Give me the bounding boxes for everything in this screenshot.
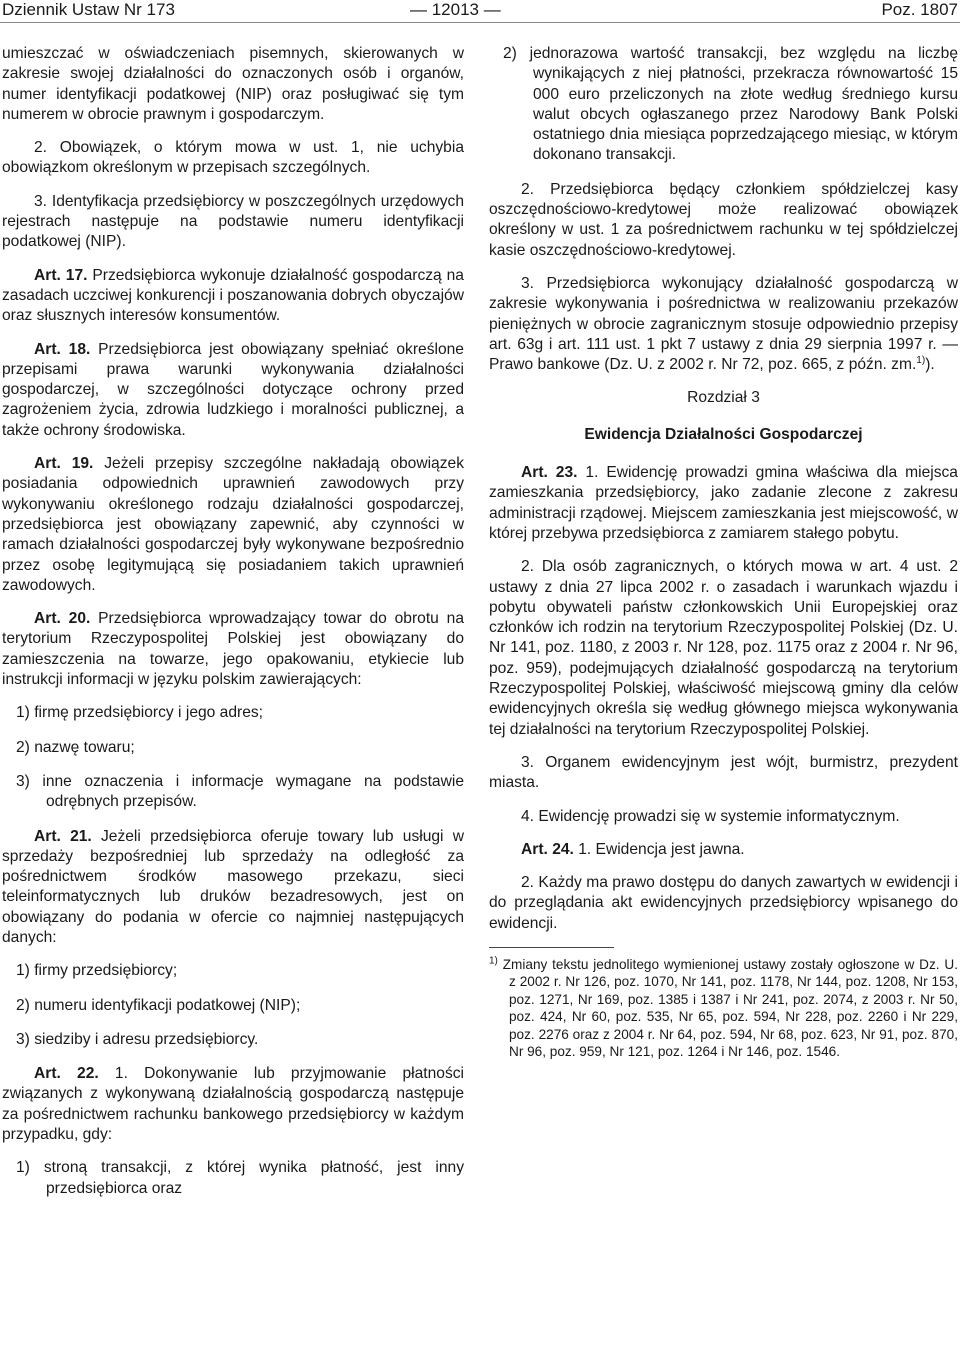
article-19 [2, 454, 464, 596]
list-item: 2) nazwę towaru; [16, 738, 135, 756]
header-rule [0, 22, 960, 23]
paragraph: 2. Dla osób zagranicznych, o których mowa w art. 4 ust. 2 ustawy z dnia 27 lipca 2002 r. o zasadach i warunkach wjazdu i pobytu obywateli państw członkowskich Unii Europejskiej oraz członków ich rodzin na terytorium Rzeczypospolitej Polskiej (Dz. U. Nr 141, poz. 1180, z 2003 r. Nr 128, poz. 1175 oraz z 2004 r. Nr 96, poz. 959), podejmujących działalność gospodarczą na terytorium Rzeczypospolitej Polskiej, właściwość miejscową gminy dla celów ewidencyjnych określa się według głównego miejsca wykonywania tej działalności na terytorium Rzeczypospolitej Polskiej. [489, 558, 958, 738]
article-18 [2, 340, 464, 441]
paragraph: 3. Organem ewidencyjnym jest wójt, burmistrz, prezydent miasta. [489, 753, 958, 792]
list-item: 1) firmy przedsiębiorcy; [16, 962, 178, 980]
article-label: Art. 19. [34, 455, 94, 473]
article-21 [2, 827, 464, 949]
footnote-rule [489, 947, 614, 948]
footnote-text: Zmiany tekstu jednolitego wymienionej ustawy zostały ogłoszone w Dz. U. z 2002 r. Nr 126, poz. 1070, Nr 141, poz. 1178, Nr 144, poz. 1208, Nr 153, poz. 1271, Nr 169, poz. 1385 i 1387 i Nr 241, poz. 2074, z 2003 r. Nr 50, poz. 424, Nr 60, poz. 535, Nr 65, poz. 594, Nr 228, poz. 2260 i Nr 229, poz. 2276 oraz z 2004 r. Nr 64, poz. 594, Nr 68, poz. 623, Nr 91, poz. 870, Nr 96, poz. 959, Nr 121, poz. 1264 i Nr 146, poz. 1546. [502, 956, 959, 1060]
left-column [2, 44, 464, 1213]
article-text: Przedsiębiorca wprowadzający towar do obrotu na terytorium Rzeczypospolitej Polskiej jest obowiązany do zamieszczenia na towarze, jego opakowaniu, etykiecie lub instrukcji informacji w języku polskim zawierających: [2, 610, 464, 689]
paragraph: 3. Przedsiębiorca wykonujący działalność gospodarczą w zakresie wykonywania i pośrednictwa w realizowaniu przekazów pieniężnych w obrocie zagranicznym stosuje odpowiednio przepisy art. 63g i art. 111 ust. 1 pkt 7 ustawy z dnia 29 sierpnia 1997 r. — Prawo bankowe (Dz. U. z 2002 r. Nr 72, poz. 665, z późn. zm.$^{1)}$). [489, 274, 958, 374]
list-item: 2) jednorazowa wartość transakcji, bez względu na liczbę wynikających z niej płatności, przekracza równowartość 15 000 euro przeliczonych na złote według średniego kursu walut obcych ogłaszanego przez Narodowy Bank Polski ostatniego dnia miesiąca poprzedzającego miesiąc, w którym dokonano transakcji. [503, 45, 958, 164]
list-item: 1) stroną transakcji, z której wynika płatność, jest inny przedsiębiorca oraz [16, 1159, 464, 1197]
article-text: Przedsiębiorca wykonuje działalność gospodarczą na zasadach uczciwej konkurencji i poszanowania dobrych obyczajów oraz słusznych interesów konsumentów. [2, 266, 464, 325]
list-item: 2) numeru identyfikacji podatkowej (NIP); [16, 996, 301, 1014]
article-text: Przedsiębiorca jest obowiązany spełniać określone przepisami prawa warunki wykonywania działalności gospodarczej, w szczególności dotyczące ochrony przed zagrożeniem życia, zdrowia ludzkiego i moralności publicznej, a także ochrony środowiska. [2, 340, 464, 439]
paragraph: 2. Przedsiębiorca będący członkiem spółdzielczej kasy oszczędnościowo-kredytowej może realizować obowiązek określony w ust. 1 za pośrednictwem rachunku w tej spółdzielczej kasie oszczędnościowo-kredytowej. [489, 180, 958, 259]
list-item: 1) firmę przedsiębiorcy i jego adres; [16, 704, 264, 722]
page-number: — 12013 — [410, 0, 501, 19]
paragraph: 2. Obowiązek, o którym mowa w ust. 1, nie uchybia obowiązkom określonym w przepisach szczególnych. [2, 139, 464, 177]
list-item: 3) inne oznaczenia i informacje wymagane na podstawie odrębnych przepisów. [16, 772, 464, 811]
article-text: Jeżeli przedsiębiorca oferuje towary lub usługi w sprzedaży bezpośredniej lub sprzedaży na odległość za pośrednictwem środków masowego przekazu, sieci teleinformatycznych lub druków bezadresowych, jest on obowiązany do podania w ofercie co najmniej następujących danych: [2, 827, 465, 946]
article-label: Art. 20. [34, 610, 91, 628]
paragraph: 3. Identyfikacja przedsiębiorcy w poszczególnych urzędowych rejestrach następuje na podstawie numeru identyfikacji podatkowej (NIP). [2, 192, 464, 251]
position-number: Poz. 1807 [881, 0, 958, 19]
article-label: Art. 24. [521, 840, 574, 858]
page-header [0, 0, 960, 30]
article-text: Jeżeli przepisy szczególne nakładają obowiązek posiadania odpowiednich uprawnień zawodowych przy wykonywaniu określonego rodzaju działalności gospodarczej, przedsiębiorca jest obowiązany zapewnić, aby czynności w ramach działalności gospodarczej były wykonywane bezpośrednio przez osobę legitymującą się posiadaniem takich uprawnień zawodowych. [2, 455, 464, 594]
article-label: Art. 17. [34, 266, 88, 284]
right-column [489, 44, 958, 1060]
article-24 [489, 840, 958, 860]
article-text: 1. Dokonywanie lub przyjmowanie płatności związanych z wykonywaną działalnością gospodarczą następuje za pośrednictwem rachunku bankowego przedsiębiorcy w każdym przypadku, gdy: [2, 1065, 464, 1144]
footnote-reference: 1) [916, 354, 926, 366]
article-text: 1. Ewidencję prowadzi gmina właściwa dla miejsca zamieszkania przedsiębiorcy, jako zadanie zlecone z zakresu administracji rządowej. Miejscem zamieszkania jest miejscowość, w której przebywa przedsiębiorca z zamiarem stałego pobytu. [489, 464, 958, 542]
paragraph: 2. Każdy ma prawo dostępu do danych zawartych w ewidencji i do przeglądania akt ewidencyjnych przedsiębiorcy wpisanego do ewidencji. [489, 874, 958, 932]
list-item: 3) siedziby i adresu przedsiębiorcy. [16, 1030, 259, 1048]
article-20 [2, 609, 464, 690]
journal-title: Dziennik Ustaw Nr 173 [2, 0, 175, 19]
footnote-mark: 1) [489, 955, 498, 967]
article-label: Art. 21. [34, 827, 92, 845]
article-22 [2, 1064, 464, 1145]
article-23 [489, 463, 958, 544]
paragraph: 4. Ewidencję prowadzi się w systemie informatycznym. [521, 807, 900, 825]
chapter-number: Rozdział 3 [687, 389, 760, 407]
article-17 [2, 266, 464, 327]
footnote [489, 956, 958, 1060]
paragraph: umieszczać w oświadczeniach pisemnych, skierowanych w zakresie swojej działalności do oznaczonych osób i organów, numer identyfikacji podatkowej (NIP) oraz posługiwać się tym numerem w obrocie prawnym i gospodarczym. [2, 45, 464, 123]
article-label: Art. 22. [34, 1065, 99, 1083]
chapter-title: Ewidencja Działalności Gospodarczej [584, 425, 863, 443]
article-text: 1. Ewidencja jest jawna. [573, 840, 745, 858]
article-label: Art. 18. [34, 340, 91, 358]
article-label: Art. 23. [521, 464, 578, 482]
